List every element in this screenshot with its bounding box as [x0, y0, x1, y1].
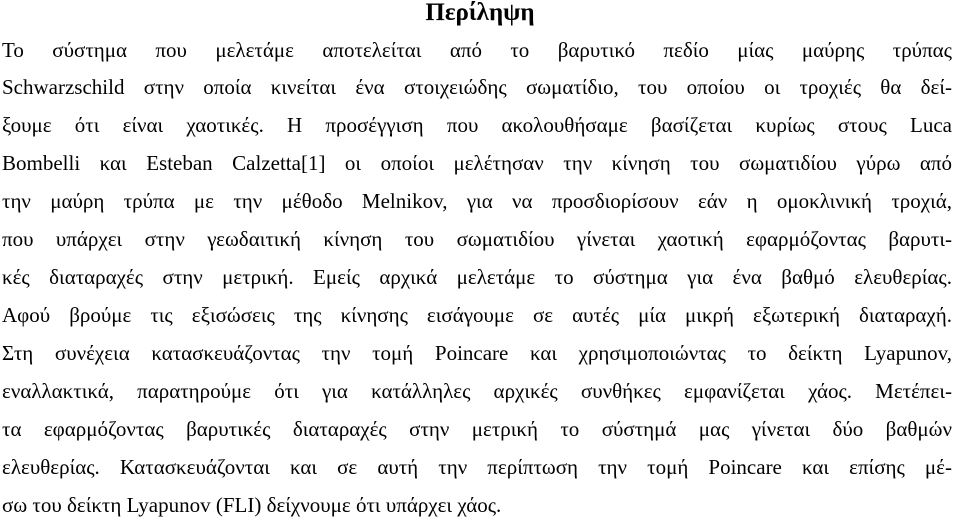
paragraph-line-10: εναλλακτικά, παρατηρούμε ότι για κατάλληλες αρχικές συνθήκες εμφανίζεται χάος. Μετέπει- — [2, 379, 952, 403]
paragraph-line-7: κές διαταραχές στην μετρική. Εμείς αρχικά μελετάμε το σύστημα για ένα βαθμό ελευθερίας. — [2, 265, 952, 289]
paragraph-line-9: Στη συνέχεια κατασκευάζοντας την τομή Poincare και χρησιμοποιώντας το δείκτη Lyapunov, — [2, 341, 952, 365]
paragraph-line-1: Το σύστημα που μελετάμε αποτελείται από το βαρυτικό πεδίο μίας μαύρης τρύπας — [2, 38, 952, 62]
paragraph-line-5: την μαύρη τρύπα με την μέθοδο Melnikov, για να προσδιορίσουν εάν η ομοκλινική τροχιά, — [2, 189, 952, 213]
paragraph-line-2: Schwarzschild στην οποία κινείται ένα στοιχειώδης σωματίδιο, του οποίου οι τροχιές θα δεί- — [2, 75, 952, 99]
paragraph-line-8: Αφού βρούμε τις εξισώσεις της κίνησης εισάγουμε σε αυτές μία μικρή εξωτερική διαταραχή. — [2, 303, 952, 327]
paragraph-line-13: σω του δείκτη Lyapunov (FLI) δείχνουμε ότι υπάρχει χάος. — [2, 493, 502, 517]
abstract-title: Περίληψη — [425, 0, 535, 26]
paragraph-line-12: ελευθερίας. Κατασκευάζονται και σε αυτή την περίπτωση την τομή Poincare και επίσης μέ- — [2, 455, 952, 479]
paragraph-line-6: που υπάρχει στην γεωδαιτική κίνηση του σωματιδίου γίνεται χαοτική εφαρμόζοντας βαρυτι- — [2, 227, 952, 251]
paragraph-line-11: τα εφαρμόζοντας βαρυτικές διαταραχές στην μετρική το σύστημά μας γίνεται δύο βαθμών — [2, 417, 952, 441]
paragraph-line-3: ξουμε ότι είναι χαοτικές. Η προσέγγιση που ακολουθήσαμε βασίζεται κυρίως στους Luca — [2, 113, 952, 137]
paragraph-line-4: Bombelli και Esteban Calzetta[1] οι οποίοι μελέτησαν την κίνηση του σωματιδίου γύρω από — [2, 151, 952, 175]
